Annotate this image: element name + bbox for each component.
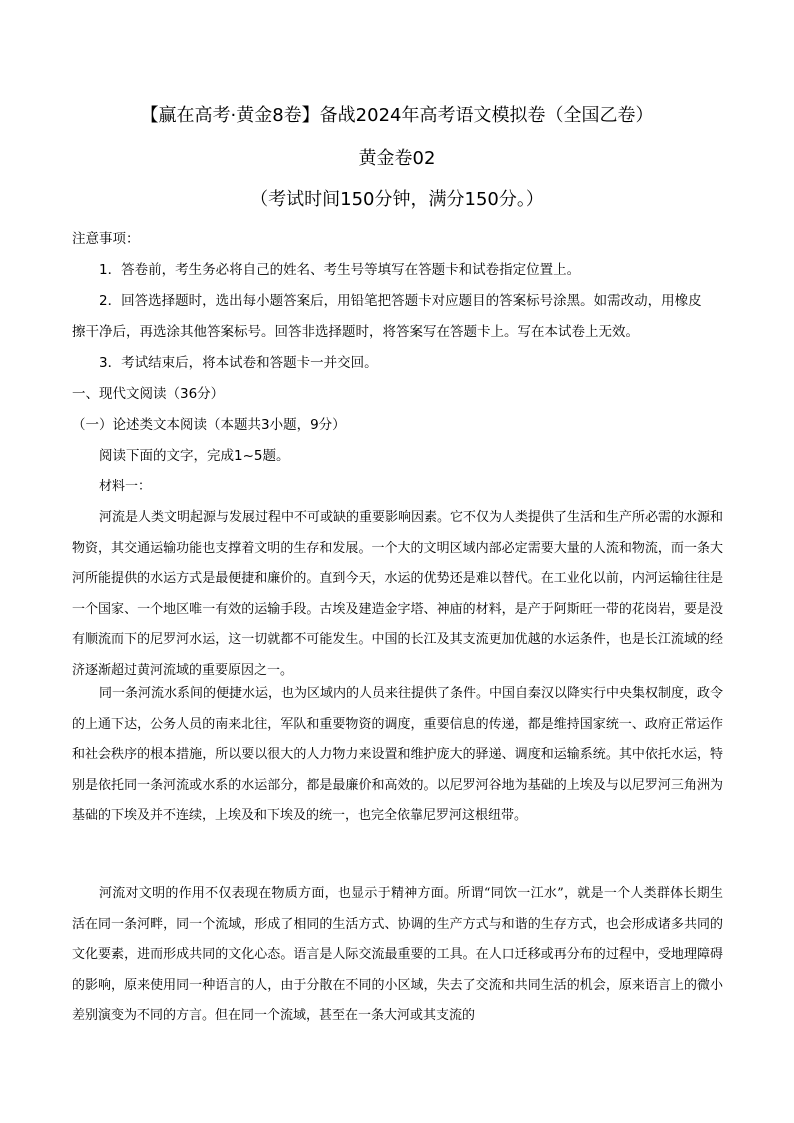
- material-paragraph-1: 河流是人类文明起源与发展过程中不可或缺的重要影响因素。它不仅为人类提供了生活和生产所必需的水源和物资，其交通运输功能也支撑着文明的生存和发展。一个大的文明区域内部必定需要大量的人流和物流，而一条大河所能提供的水运方式是最便捷和廉价的。直到今天，水运的优势还是难以替代。在工业化以前，内河运输往往是一个国家、一个地区唯一有效的运输手段。古埃及建造金字塔、神庙的材料，是产于阿斯旺一带的花岗岩，要是没有顺流而下的尼罗河水运，这一切就都不可能发生。中国的长江及其支流更加优越的水运条件，也是长江流域的经济逐渐超过黄河流域的重要原因之一。: [72, 510, 724, 678]
- exam-title: 【赢在高考·黄金8卷】备战2024年高考语文模拟卷（全国乙卷）: [140, 105, 654, 126]
- exam-info: （考试时间150分钟，满分150分。）: [250, 189, 544, 210]
- notes-item-2-line-1: 2．回答选择题时，选出每小题答案后，用铅笔把答题卡对应题目的答案标号涂黑。如需改动，用橡皮: [99, 293, 702, 309]
- notes-item-3: 3．考试结束后，将本试卷和答题卡一并交回。: [99, 355, 378, 371]
- material-paragraph-3: 河流对文明的作用不仅表现在物质方面，也显示于精神方面。所谓“同饮一江水”，就是一个人类群体长期生活在同一条河畔，同一个流域，形成了相同的生活方式、协调的生产方式与和谐的生存方式，也会形成诸多共同的文化要素，进而形成共同的文化心态。语言是人际交流最重要的工具。在人口迁移或再分布的过程中，受地理障碍的影响，原来使用同一种语言的人，由于分散在不同的小区域，失去了交流和共同生活的机会，原来语言上的微小差别演变为不同的方言。但在同一个流域，甚至在一条大河或其支流的: [72, 886, 723, 1024]
- notes-heading: 注意事项：: [72, 231, 140, 247]
- notes-item-1: 1．答卷前，考生务必将自己的姓名、考生号等填写在答题卡和试卷指定位置上。: [99, 262, 581, 278]
- material-paragraph-2: 同一条河流水系间的便捷水运，也为区域内的人员来往提供了条件。中国自秦汉以降实行中央集权制度，政令的上通下达，公务人员的南来北往，军队和重要物资的调度，重要信息的传递，都是维持国家统一、政府正常运作和社会秩序的根本措施，所以要以很大的人力物力来设置和维护庞大的驿递、调度和运输系统。其中依托水运，特别是依托同一条河流或水系的水运部分，都是最廉价和高效的。以尼罗河谷地为基础的上埃及与以尼罗河三角洲为基础的下埃及并不连续，上埃及和下埃及的统一，也完全依靠尼罗河这根纽带。: [72, 686, 724, 824]
- material-label: 材料一：: [99, 479, 152, 494]
- section-heading: 一、现代文阅读（36分）: [72, 386, 225, 402]
- reading-instruction: 阅读下面的文字，完成1~5题。: [99, 448, 290, 464]
- section-subheading: （一）论述类文本阅读（本题共3小题，9分）: [72, 417, 346, 433]
- exam-subtitle: 黄金卷02: [358, 148, 436, 169]
- notes-item-2-line-2: 擦干净后，再选涂其他答案标号。回答非选择题时，将答案写在答题卡上。写在本试卷上无效。: [72, 324, 639, 340]
